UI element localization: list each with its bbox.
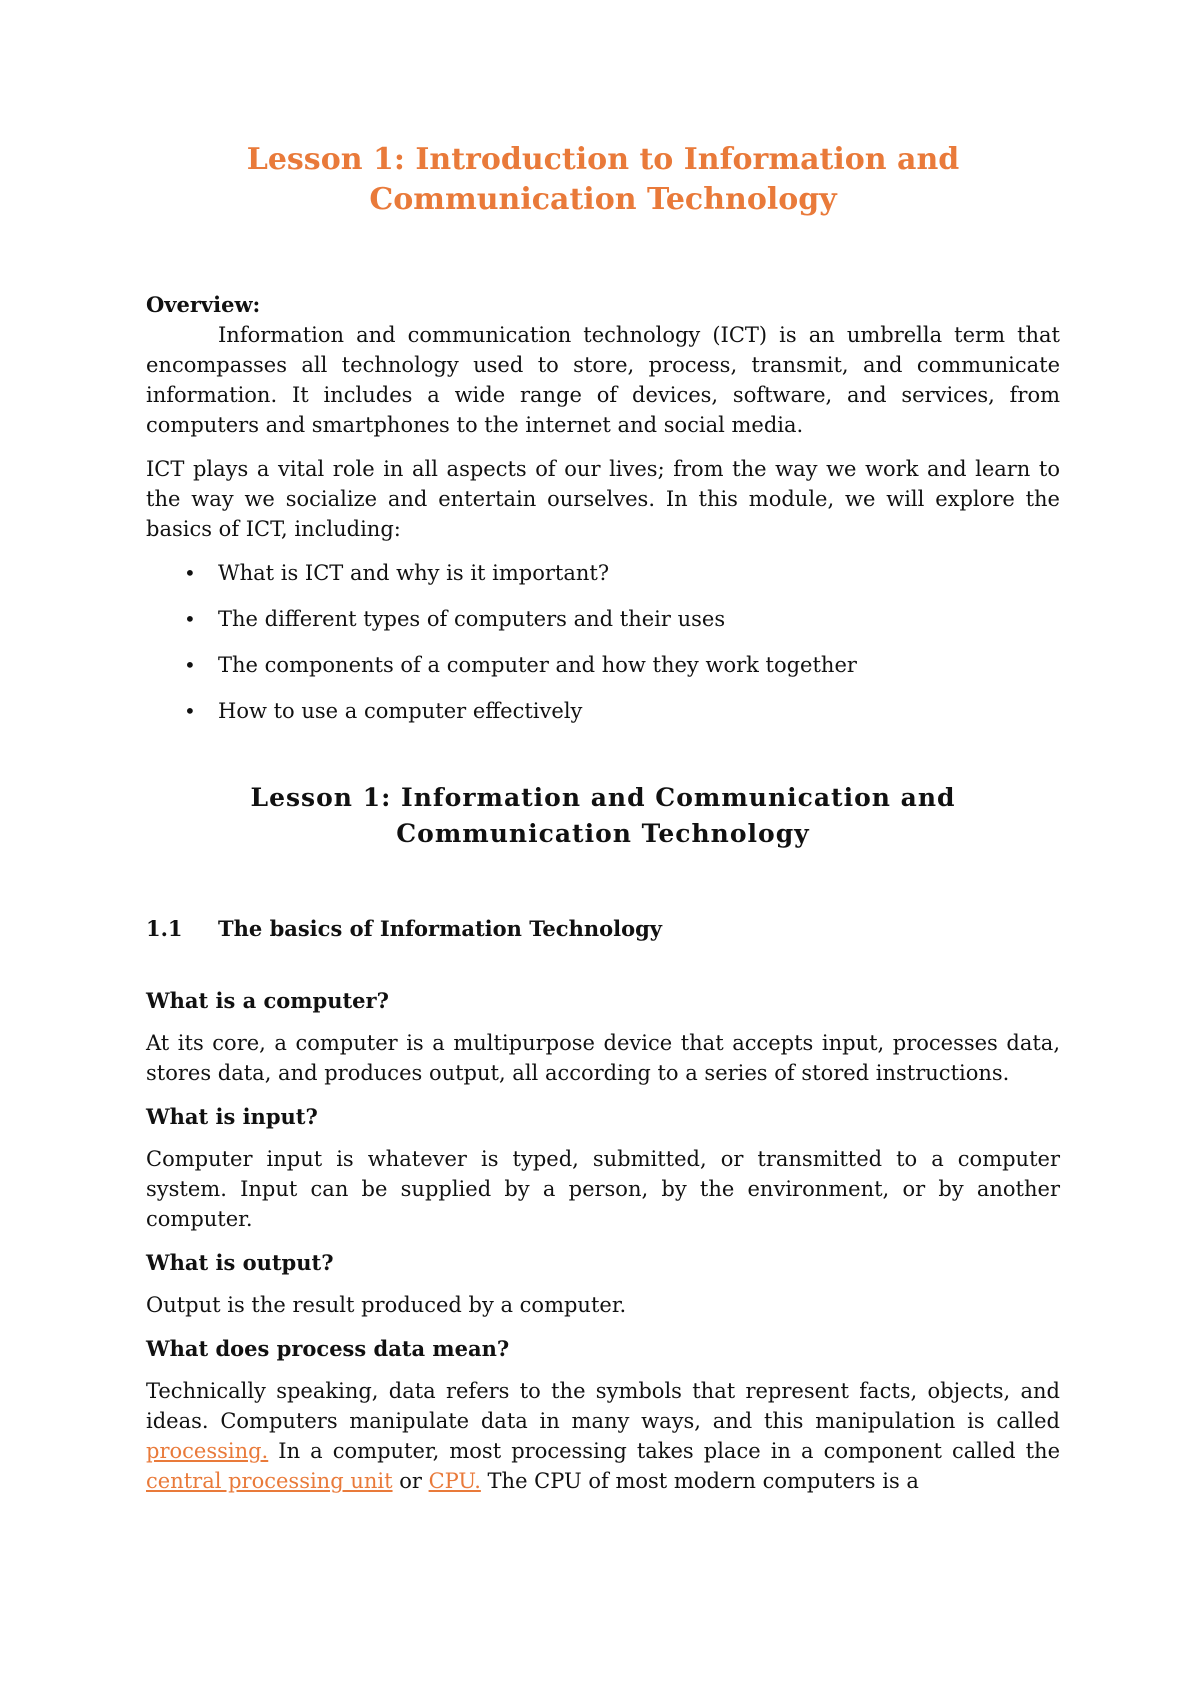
lesson-subtitle-line1: Lesson 1: Information and Communication and bbox=[250, 783, 956, 812]
section-heading bbox=[146, 914, 1060, 944]
lesson-title-line1: Lesson 1: Introduction to Information and bbox=[246, 142, 960, 177]
answer-text-part: Technically speaking, data refers to the symbols that represent facts, objects, and ideas. Computers manipulate data in many ways, and this manipulation is called bbox=[146, 1379, 1060, 1433]
answer-text-part: In a computer, most processing takes place in a component called the bbox=[268, 1439, 1060, 1463]
list-item bbox=[146, 558, 1060, 588]
question-process-data: What does process data mean? bbox=[146, 1336, 510, 1361]
document-content bbox=[146, 140, 1060, 1496]
bullet-icon: • bbox=[184, 699, 196, 723]
answer-process-data bbox=[146, 1376, 1060, 1496]
question-computer: What is a computer? bbox=[146, 988, 389, 1013]
answer-input: Computer input is whatever is typed, submitted, or transmitted to a computer system. Input can be supplied by a person, by the environment, or by another computer. bbox=[146, 1147, 1060, 1231]
overview-paragraph-1: Information and communication technology (ICT) is an umbrella term that encompasses all technology used to store, process, transmit, and communicate information. It includes a wide range of devices, software, and services, from computers and smartphones to the internet and social media. bbox=[146, 323, 1060, 437]
lesson-title bbox=[146, 140, 1060, 220]
section-title: The basics of Information Technology bbox=[218, 916, 662, 941]
bullet-icon: • bbox=[184, 653, 196, 677]
list-item bbox=[146, 696, 1060, 726]
answer-text-part: or bbox=[392, 1469, 429, 1493]
lesson-subtitle bbox=[146, 780, 1060, 852]
question-input: What is input? bbox=[146, 1104, 318, 1129]
list-item-text: How to use a computer effectively bbox=[218, 699, 583, 723]
lesson-subtitle-line2: Communication Technology bbox=[396, 819, 810, 848]
list-item bbox=[146, 604, 1060, 634]
bullet-icon: • bbox=[184, 561, 196, 585]
answer-output: Output is the result produced by a computer. bbox=[146, 1293, 627, 1317]
question-output: What is output? bbox=[146, 1250, 334, 1275]
list-item-text: The different types of computers and their uses bbox=[218, 607, 726, 631]
lesson-title-line2: Communication Technology bbox=[369, 182, 837, 217]
list-item-text: The components of a computer and how they work together bbox=[218, 653, 857, 677]
section-number: 1.1 bbox=[146, 916, 183, 941]
list-item-text: What is ICT and why is it important? bbox=[218, 561, 610, 585]
processing-link[interactable]: processing. bbox=[146, 1439, 269, 1463]
overview-label: Overview: bbox=[146, 292, 261, 317]
answer-computer: At its core, a computer is a multipurpose device that accepts input, processes data, stores data, and produces output, all according to a series of stored instructions. bbox=[146, 1031, 1060, 1085]
central-processing-unit-link[interactable]: central processing unit bbox=[146, 1469, 393, 1493]
overview-paragraph-2: ICT plays a vital role in all aspects of our lives; from the way we work and learn to the way we socialize and entertain ourselves. In this module, we will explore the basics of ICT, including: bbox=[146, 457, 1060, 541]
overview-bullet-list bbox=[146, 558, 1060, 726]
cpu-link[interactable]: CPU. bbox=[428, 1469, 481, 1493]
answer-text-part: The CPU of most modern computers is a bbox=[480, 1469, 919, 1493]
bullet-icon: • bbox=[184, 607, 196, 631]
list-item bbox=[146, 650, 1060, 680]
